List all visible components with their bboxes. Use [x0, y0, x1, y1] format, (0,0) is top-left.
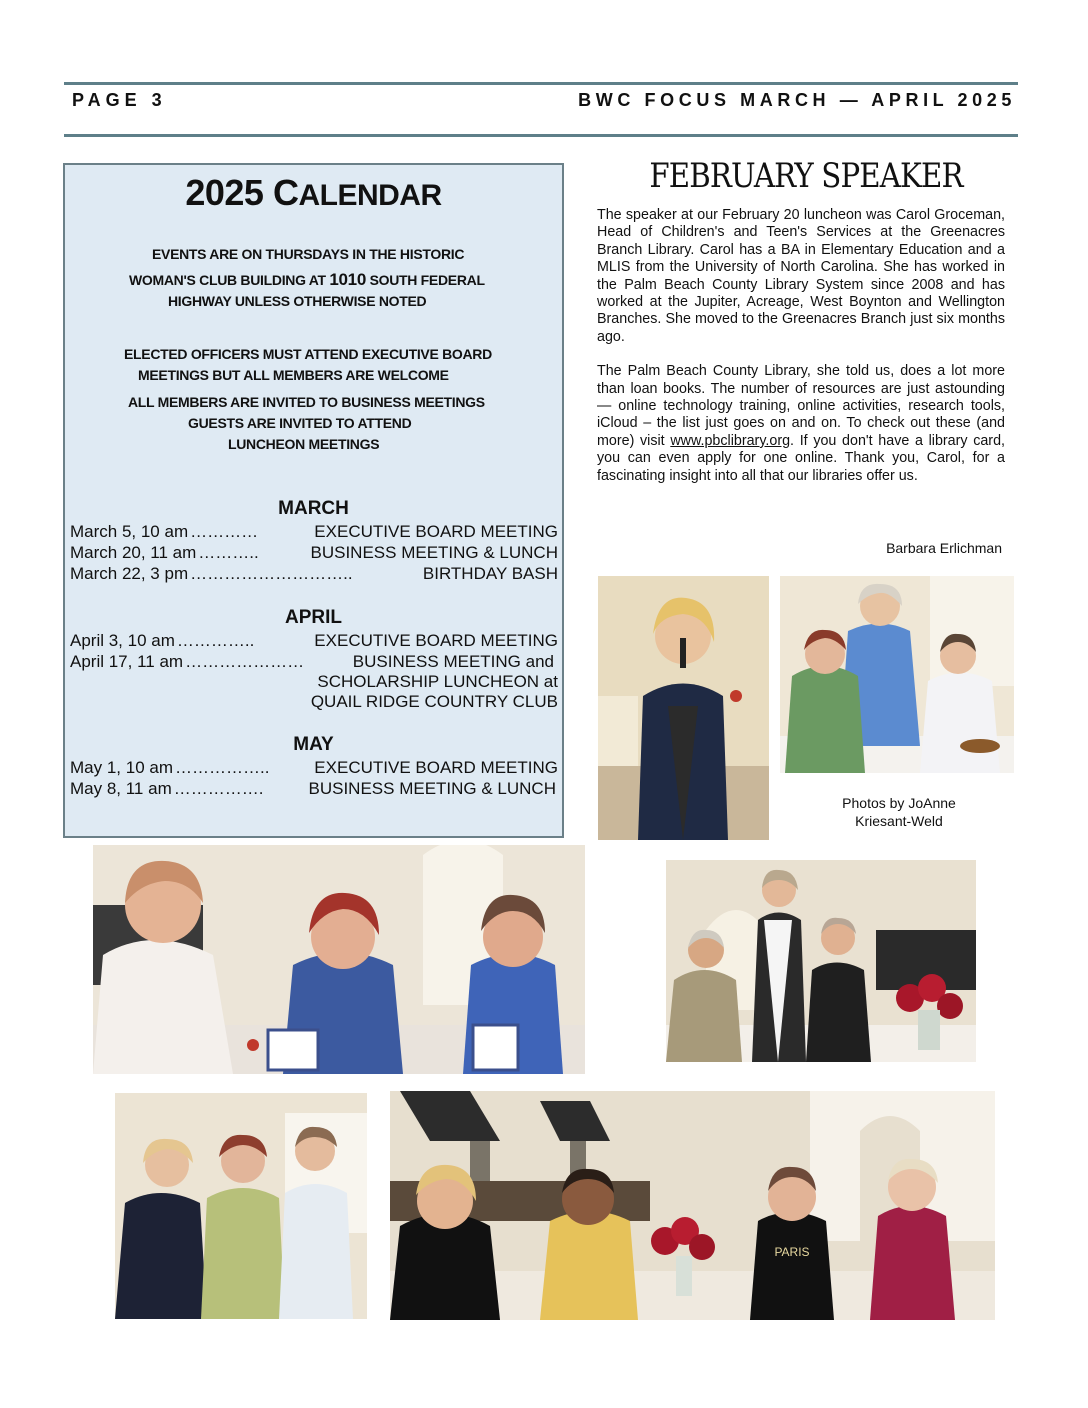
- page-label: PAGE 3: [72, 90, 167, 110]
- calendar-event: May 1, 10 am …………….. EXECUTIVE BOARD MEETING: [70, 758, 558, 777]
- calendar-title: 2025 CALENDAR: [185, 172, 442, 213]
- article-paragraph: The speaker at our February 20 luncheon was Carol Groceman, Head of Children's and Teen's Services at the Greenacres Branch Library. Carol has a BA in Elementary Education and a MLIS from the University of North Carolina. She has worked in the Palm Beach County Library System since 2008 and has worked at the Jupiter, Acreage, West Boynton and Wellington Branches. She moved to the Greenacres Branch just six months ago.: [597, 207, 1005, 345]
- paris-shirt-text: PARIS: [774, 1245, 810, 1259]
- article-author: Barbara Erlichman: [886, 540, 1002, 556]
- issue-label: BWC FOCUS MARCH — APRIL 2025: [578, 90, 1016, 110]
- calendar-event: March 22, 3 pm ……………………….. BIRTHDAY BASH: [70, 564, 558, 583]
- calendar-event: March 20, 11 am ……….. BUSINESS MEETING & LUNCH: [70, 543, 558, 562]
- calendar-note: ELECTED OFFICERS MUST ATTEND EXECUTIVE BOARD: [124, 346, 492, 362]
- calendar-event: March 5, 10 am ………… EXECUTIVE BOARD MEETING: [70, 522, 558, 541]
- calendar-note: EVENTS ARE ON THURSDAYS IN THE HISTORIC: [152, 246, 465, 262]
- month-heading-march: MARCH: [278, 498, 349, 519]
- month-heading-may: MAY: [293, 734, 334, 755]
- calendar-note: WOMAN'S CLUB BUILDING AT 1010 SOUTH FEDERAL: [129, 270, 485, 289]
- calendar-note: HIGHWAY UNLESS OTHERWISE NOTED: [168, 293, 427, 309]
- calendar-note: ALL MEMBERS ARE INVITED TO BUSINESS MEETINGS: [128, 394, 485, 410]
- library-link[interactable]: www.pbclibrary.org: [670, 432, 791, 449]
- photo-credit: Photos by JoAnne Kriesant-Weld: [842, 795, 956, 829]
- three-women-table-photo: [780, 576, 1014, 773]
- header-top-rule: [64, 82, 1018, 85]
- three-women-standing-photo: [115, 1093, 367, 1319]
- luncheon-table-photo: [390, 1091, 995, 1320]
- month-heading-april: APRIL: [285, 607, 342, 628]
- speaker-photo: [598, 576, 769, 840]
- article-title: FEBRUARY SPEAKER: [649, 156, 963, 196]
- calendar-note: LUNCHEON MEETINGS: [228, 436, 380, 452]
- calendar-event-continuation: QUAIL RIDGE COUNTRY CLUB: [310, 692, 558, 711]
- four-women-roses-photo: [666, 860, 976, 1062]
- article-paragraph: The Palm Beach County Library, she told us, does a lot more than loan books. The number of resources are just astounding — online technology training, online activities, research tools, iCloud – the list just goes on and on. To check out these (and more) visit www.pbclibrary.org. If you don't have a library card, you can even apply for one online. Thank you, Carol, for a fascinating insight into all that our libraries offer us.: [597, 363, 1005, 484]
- calendar-event: April 3, 10 am ………….. EXECUTIVE BOARD MEETING: [70, 631, 558, 650]
- header-bottom-rule: [64, 134, 1018, 137]
- article-body: [597, 207, 1005, 502]
- calendar-note: MEETINGS BUT ALL MEMBERS ARE WELCOME: [138, 367, 449, 383]
- calendar-note: GUESTS ARE INVITED TO ATTEND: [188, 415, 412, 431]
- calendar-event: April 17, 11 am ………………… BUSINESS MEETING and: [70, 652, 554, 671]
- three-women-seated-photo: [93, 845, 585, 1074]
- calendar-event-continuation: SCHOLARSHIP LUNCHEON at: [317, 672, 558, 691]
- calendar-event: May 8, 11 am ……………. BUSINESS MEETING & LUNCH: [70, 779, 556, 798]
